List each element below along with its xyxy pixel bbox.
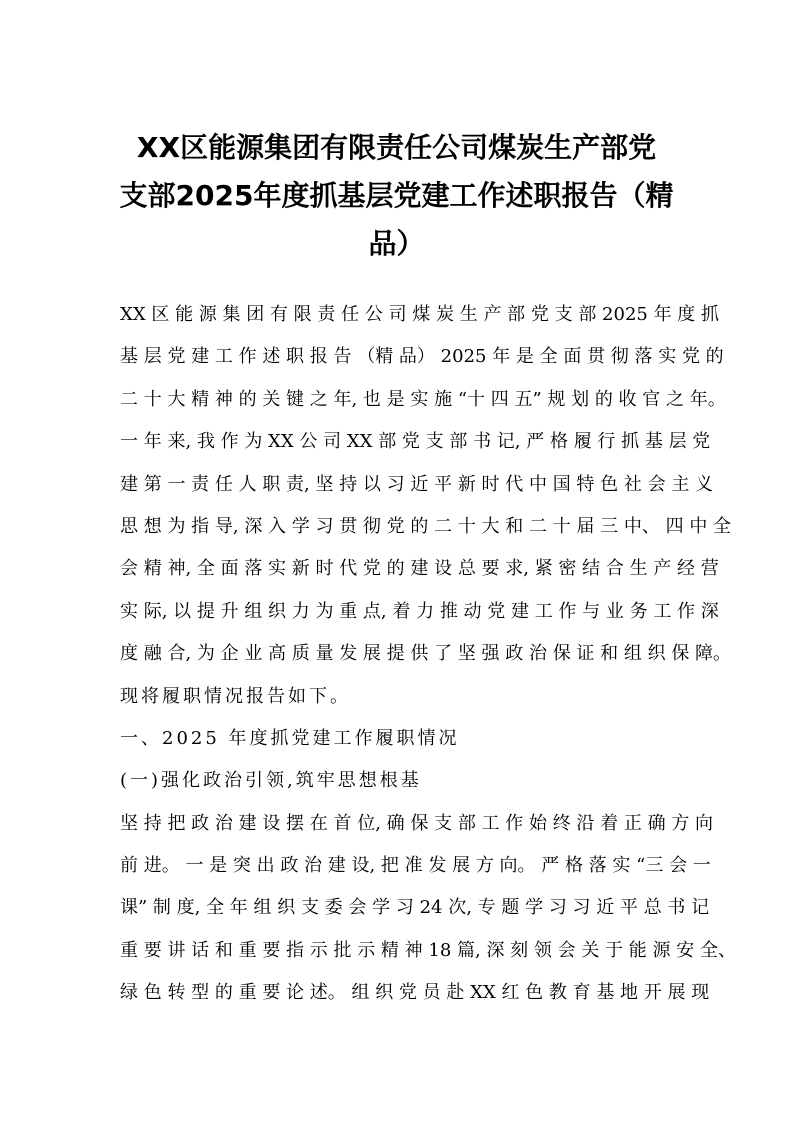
- document-body: [120, 294, 736, 1015]
- body-line: 建 第 一 责 任 人 职 责, 坚 持 以 习 近 平 新 时 代 中 国 特 色 社 会 主 义: [120, 473, 714, 495]
- body-line: 二 十 大 精 神 的 关 键 之 年, 也 是 实 施 “十 四 五” 规 划 的 收 官 之 年。: [120, 388, 726, 410]
- title-line: 品）: [368, 227, 425, 260]
- section-heading: 一、2025 年度抓党建工作履职情况: [120, 727, 460, 749]
- body-line: 基 层 党 建 工 作 述 职 报 告 （精 品） 2025 年 是 全 面 贯 彻 落 实 党 的: [120, 346, 724, 368]
- document-title: [110, 124, 683, 268]
- body-line: 现将履职情况报告如下。: [120, 685, 351, 707]
- body-line: 绿 色 转 型 的 重 要 论 述。 组 织 党 员 赴 XX 红 色 教 育 基 地 开 展 现: [120, 982, 710, 1004]
- subsection-heading: (一)强化政治引领,筑牢思想根基: [120, 770, 422, 792]
- title-line: 支部2025年度抓基层党建工作述职报告（精: [119, 179, 674, 212]
- title-line: XX区能源集团有限责任公司煤炭生产部党: [136, 131, 657, 164]
- body-line: 重 要 讲 话 和 重 要 指 示 批 示 精 神 18 篇, 深 刻 领 会 关 于 能 源 安 全、: [120, 939, 736, 961]
- body-line: XX 区 能 源 集 团 有 限 责 任 公 司 煤 炭 生 产 部 党 支 部 2025 年 度 抓: [120, 304, 720, 325]
- body-line: 实 际, 以 提 升 组 织 力 为 重 点, 着 力 推 动 党 建 工 作 与 业 务 工 作 深: [120, 600, 719, 622]
- body-line: 课” 制 度, 全 年 组 织 支 委 会 学 习 24 次, 专 题 学 习 习 近 平 总 书 记: [120, 897, 710, 919]
- body-line: 坚 持 把 政 治 建 设 摆 在 首 位, 确 保 支 部 工 作 始 终 沿 着 正 确 方 向: [120, 812, 714, 834]
- body-line: 一 年 来, 我 作 为 XX 公 司 XX 部 党 支 部 书 记, 严 格 履 行 抓 基 层 党: [120, 431, 711, 453]
- body-line: 前 进。 一 是 突 出 政 治 建 设, 把 准 发 展 方 向。 严 格 落 实 “三 会 一: [120, 855, 711, 877]
- body-line: 度 融 合, 为 企 业 高 质 量 发 展 提 供 了 坚 强 政 治 保 证 和 组 织 保 障。: [120, 643, 732, 665]
- body-line: 会 精 神, 全 面 落 实 新 时 代 党 的 建 设 总 要 求, 紧 密 结 合 生 产 经 营: [120, 558, 719, 580]
- body-line: 思 想 为 指 导, 深 入 学 习 贯 彻 党 的 二 十 大 和 二 十 届 三 中、 四 中 全: [120, 515, 732, 537]
